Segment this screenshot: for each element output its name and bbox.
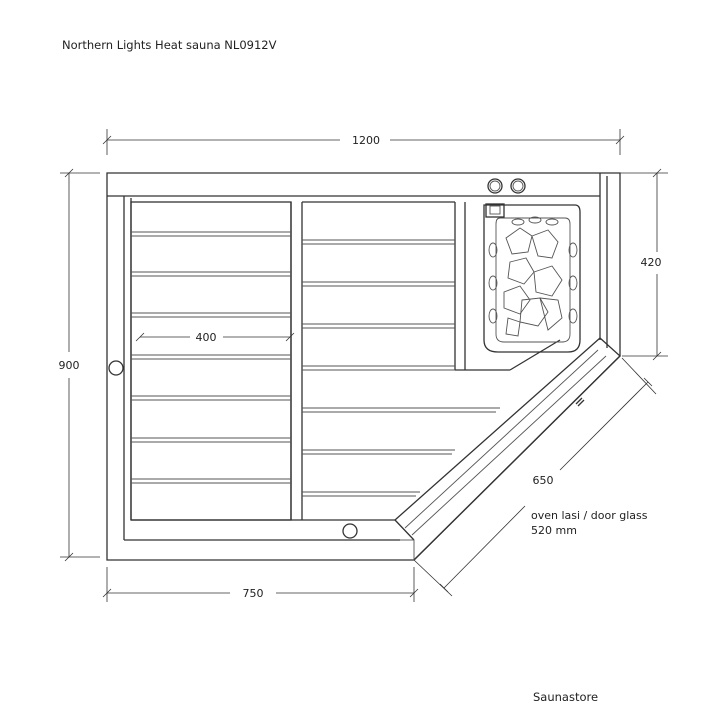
dimension-label-750: 750 <box>242 587 264 600</box>
dimension-label-400: 400 <box>195 331 217 344</box>
dimension-bottom-750 <box>103 567 418 602</box>
dimension-diagonal-650 <box>414 358 656 596</box>
door-glass-size: 520 mm <box>531 524 577 537</box>
dimension-label-900: 900 <box>58 359 80 372</box>
door-glass-label: oven lasi / door glass <box>531 509 648 522</box>
sauna-heater <box>484 204 580 352</box>
glass-door <box>395 338 620 560</box>
dimension-label-420: 420 <box>640 256 662 269</box>
dimension-left-900 <box>59 169 101 561</box>
bench-left <box>131 202 302 520</box>
drawing-title: Northern Lights Heat sauna NL0912V <box>62 38 277 52</box>
dimension-right-420 <box>610 169 668 360</box>
left-wall-fitting-icon <box>109 361 123 375</box>
bench-right <box>302 202 560 496</box>
dimension-label-650: 650 <box>532 474 554 487</box>
door-glass-note <box>531 509 648 537</box>
sauna-outer-walls <box>107 173 620 560</box>
dimension-label-1200: 1200 <box>352 134 380 147</box>
dimension-top-1200 <box>103 129 624 155</box>
control-knobs <box>488 179 525 193</box>
front-wall-fitting-icon <box>343 524 357 538</box>
brand-name: Saunastore <box>533 690 599 704</box>
